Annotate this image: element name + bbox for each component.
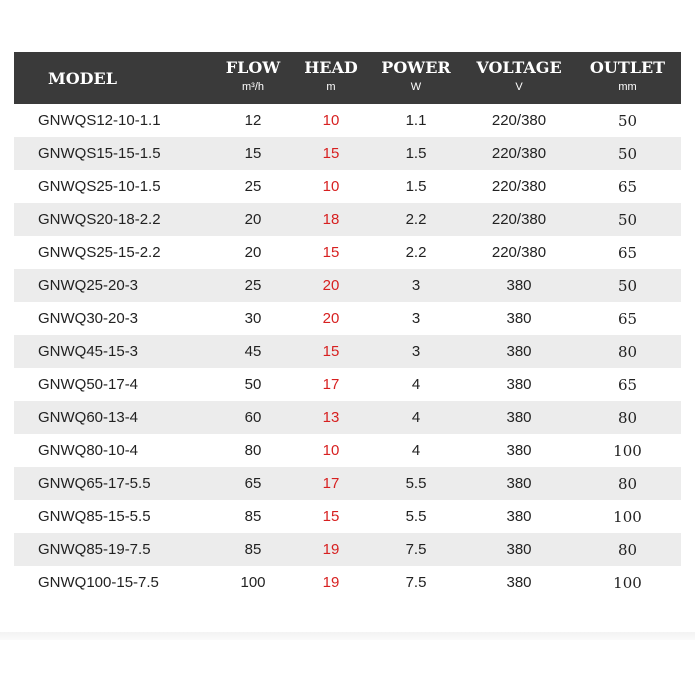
cell-voltage: 380 <box>506 508 532 525</box>
table-row <box>14 467 681 500</box>
cell-outlet: 65 <box>617 177 638 196</box>
table-row <box>14 401 681 434</box>
header-power-unit: W <box>410 81 422 93</box>
cell-model: GNWQ25-20-3 <box>38 277 139 294</box>
cell-outlet: 80 <box>617 342 638 361</box>
header-power: POWER W <box>368 52 464 104</box>
cell-power: 2.2 <box>405 244 427 261</box>
cell-model: GNWQ85-19-7.5 <box>38 541 151 558</box>
cell-power: 7.5 <box>405 574 427 591</box>
cell-head: 17 <box>322 376 340 393</box>
cell-flow: 65 <box>244 475 262 492</box>
cell-power: 5.5 <box>405 475 427 492</box>
cell-model: GNWQ100-15-7.5 <box>38 574 159 591</box>
cell-power: 5.5 <box>405 508 427 525</box>
table-row <box>14 302 681 335</box>
cell-power: 1.1 <box>405 112 427 129</box>
cell-head: 20 <box>322 277 340 294</box>
cell-outlet: 50 <box>617 210 638 229</box>
cell-flow: 20 <box>244 211 262 228</box>
cell-head: 19 <box>322 574 340 591</box>
cell-voltage: 220/380 <box>491 211 547 228</box>
cell-power: 3 <box>411 343 421 360</box>
cell-flow: 12 <box>244 112 262 129</box>
header-voltage-unit: V <box>515 81 523 93</box>
cell-outlet: 100 <box>613 507 642 526</box>
table-row <box>14 137 681 170</box>
cell-outlet: 100 <box>613 573 642 592</box>
table-row <box>14 236 681 269</box>
cell-head: 10 <box>322 178 340 195</box>
footer-divider <box>0 632 695 640</box>
cell-model: GNWQ85-15-5.5 <box>38 508 151 525</box>
cell-head: 13 <box>322 409 340 426</box>
cell-voltage: 380 <box>506 475 532 492</box>
cell-flow: 85 <box>244 508 262 525</box>
cell-outlet: 50 <box>617 144 638 163</box>
cell-flow: 45 <box>244 343 262 360</box>
cell-voltage: 220/380 <box>491 145 547 162</box>
table-row <box>14 104 681 137</box>
cell-head: 15 <box>322 145 340 162</box>
header-head: HEAD m <box>294 52 368 104</box>
cell-flow: 85 <box>244 541 262 558</box>
cell-power: 3 <box>411 310 421 327</box>
cell-head: 15 <box>322 244 340 261</box>
cell-power: 4 <box>411 442 421 459</box>
cell-flow: 30 <box>244 310 262 327</box>
spec-table-container <box>14 52 681 599</box>
cell-outlet: 80 <box>617 540 638 559</box>
cell-head: 18 <box>322 211 340 228</box>
cell-model: GNWQS12-10-1.1 <box>38 112 161 129</box>
table-row <box>14 500 681 533</box>
cell-voltage: 380 <box>506 442 532 459</box>
pump-spec-table <box>14 52 681 599</box>
cell-voltage: 380 <box>506 574 532 591</box>
table-header-row <box>14 52 681 104</box>
cell-model: GNWQ50-17-4 <box>38 376 139 393</box>
cell-model: GNWQ80-10-4 <box>38 442 139 459</box>
table-row <box>14 566 681 599</box>
table-row <box>14 533 681 566</box>
cell-model: GNWQ45-15-3 <box>38 343 139 360</box>
header-voltage: VOLTAGE V <box>464 52 574 104</box>
cell-model: GNWQS20-18-2.2 <box>38 211 161 228</box>
header-flow-unit: m³/h <box>242 81 264 93</box>
header-flow: FLOW m³/h <box>212 52 294 104</box>
cell-model: GNWQ65-17-5.5 <box>38 475 151 492</box>
cell-outlet: 50 <box>617 276 638 295</box>
cell-model: GNWQS15-15-1.5 <box>38 145 161 162</box>
table-row <box>14 269 681 302</box>
cell-head: 10 <box>322 112 340 129</box>
table-body <box>14 104 681 599</box>
cell-outlet: 50 <box>617 111 638 130</box>
table-row <box>14 368 681 401</box>
header-model: MODEL <box>48 68 117 88</box>
cell-model: GNWQ60-13-4 <box>38 409 139 426</box>
cell-outlet: 65 <box>617 375 638 394</box>
cell-flow: 50 <box>244 376 262 393</box>
cell-flow: 25 <box>244 178 262 195</box>
header-outlet-unit: mm <box>618 81 637 93</box>
cell-power: 3 <box>411 277 421 294</box>
cell-power: 1.5 <box>405 178 427 195</box>
cell-head: 15 <box>322 343 340 360</box>
cell-model: GNWQS25-10-1.5 <box>38 178 161 195</box>
cell-outlet: 65 <box>617 309 638 328</box>
cell-flow: 20 <box>244 244 262 261</box>
cell-outlet: 100 <box>613 441 642 460</box>
table-row <box>14 203 681 236</box>
cell-outlet: 65 <box>617 243 638 262</box>
cell-flow: 80 <box>244 442 262 459</box>
cell-voltage: 220/380 <box>491 244 547 261</box>
cell-voltage: 380 <box>506 277 532 294</box>
cell-flow: 15 <box>244 145 262 162</box>
cell-power: 4 <box>411 376 421 393</box>
cell-head: 19 <box>322 541 340 558</box>
table-row <box>14 434 681 467</box>
cell-flow: 25 <box>244 277 262 294</box>
cell-voltage: 380 <box>506 409 532 426</box>
cell-flow: 100 <box>240 574 266 591</box>
cell-head: 17 <box>322 475 340 492</box>
cell-voltage: 220/380 <box>491 178 547 195</box>
cell-voltage: 220/380 <box>491 112 547 129</box>
cell-outlet: 80 <box>617 408 638 427</box>
header-head-unit: m <box>326 81 336 93</box>
cell-voltage: 380 <box>506 343 532 360</box>
cell-power: 1.5 <box>405 145 427 162</box>
cell-outlet: 80 <box>617 474 638 493</box>
cell-voltage: 380 <box>506 310 532 327</box>
cell-voltage: 380 <box>506 541 532 558</box>
cell-power: 2.2 <box>405 211 427 228</box>
cell-power: 7.5 <box>405 541 427 558</box>
cell-head: 10 <box>322 442 340 459</box>
header-outlet: OUTLET mm <box>574 52 681 104</box>
cell-power: 4 <box>411 409 421 426</box>
cell-head: 15 <box>322 508 340 525</box>
table-row <box>14 335 681 368</box>
table-row <box>14 170 681 203</box>
cell-model: GNWQ30-20-3 <box>38 310 139 327</box>
cell-flow: 60 <box>244 409 262 426</box>
cell-model: GNWQS25-15-2.2 <box>38 244 161 261</box>
cell-voltage: 380 <box>506 376 532 393</box>
cell-head: 20 <box>322 310 340 327</box>
